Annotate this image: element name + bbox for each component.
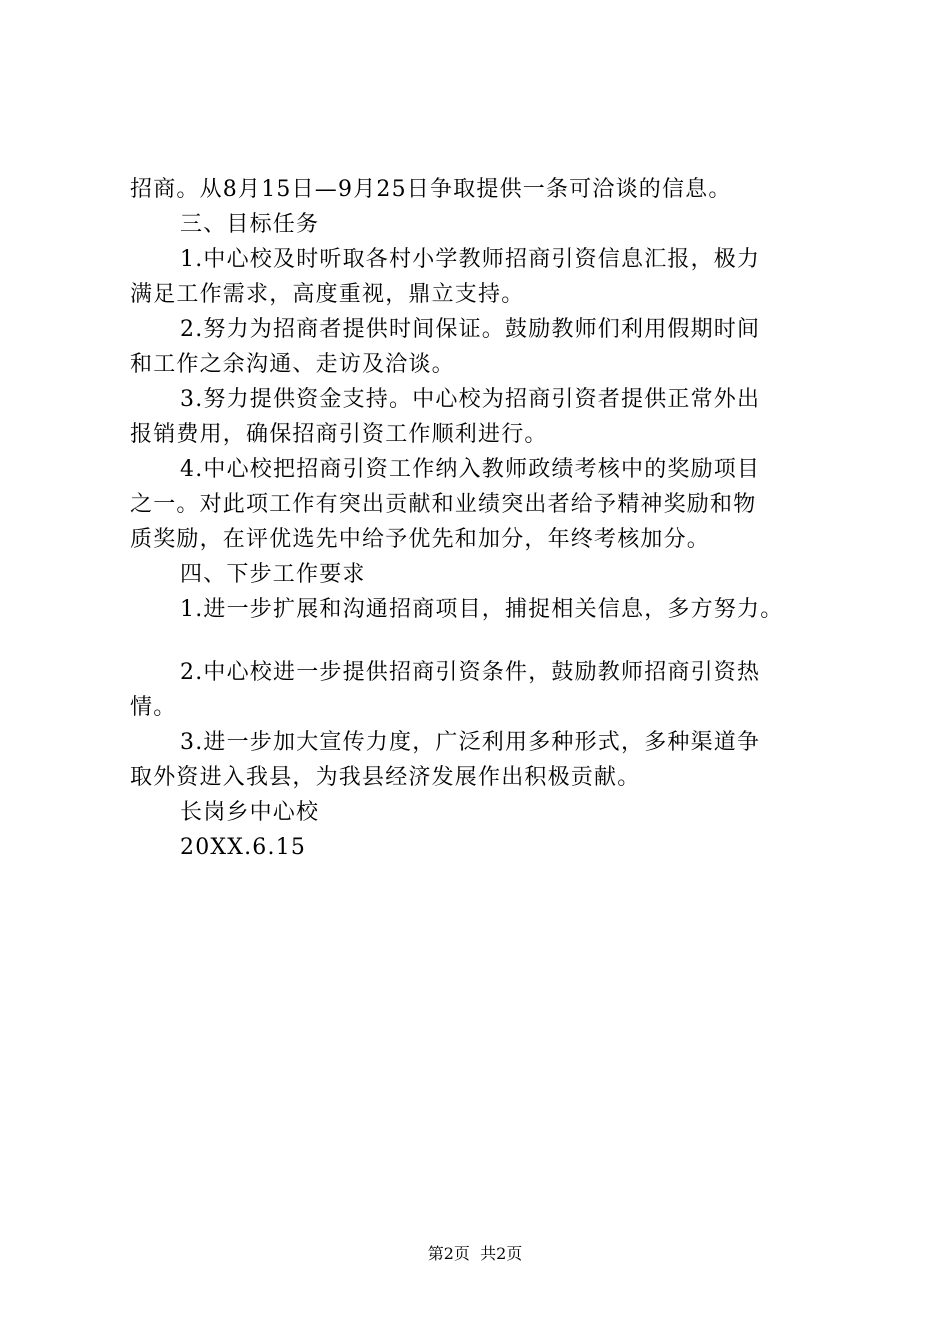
list-item: 2.中心校进一步提供招商引资条件，鼓励教师招商引资热: [180, 660, 761, 685]
paragraph-line: 质奖励，在评优选先中给予优先和加分，年终考核加分。: [130, 527, 711, 552]
list-item: 1.进一步扩展和沟通招商项目，捕捉相关信息，多方努力。: [180, 597, 784, 622]
list-item: 2.努力为招商者提供时间保证。鼓励教师们利用假期时间: [180, 317, 761, 342]
section-heading: 四、下步工作要求: [180, 562, 366, 587]
section-heading: 三、目标任务: [180, 212, 320, 237]
signature-organization: 长岗乡中心校: [180, 800, 320, 825]
paragraph-line: 满足工作需求，高度重视，鼎立支持。: [130, 282, 525, 307]
list-item: 4.中心校把招商引资工作纳入教师政绩考核中的奖励项目: [180, 457, 761, 482]
paragraph-line: 报销费用，确保招商引资工作顺利进行。: [130, 422, 548, 447]
paragraph-gap: [130, 627, 860, 655]
document-body: [130, 172, 860, 865]
paragraph-line: 招商。从8月15日—9月25日争取提供一条可洽谈的信息。: [130, 177, 732, 202]
paragraph-line: 取外资进入我县，为我县经济发展作出积极贡献。: [130, 765, 641, 790]
page-number-footer: 第2页 共2页: [427, 1244, 523, 1263]
paragraph-line: 和工作之余沟通、走访及洽谈。: [130, 352, 455, 377]
list-item: 1.中心校及时听取各村小学教师招商引资信息汇报，极力: [180, 247, 761, 272]
paragraph-line: 之一。对此项工作有突出贡献和业绩突出者给予精神奖励和物: [130, 492, 757, 517]
list-item: 3.努力提供资金支持。中心校为招商引资者提供正常外出: [180, 387, 761, 412]
paragraph-line: 情。: [130, 695, 177, 720]
signature-date: 20XX.6.15: [180, 835, 307, 860]
list-item: 3.进一步加大宣传力度，广泛利用多种形式，多种渠道争: [180, 730, 761, 755]
